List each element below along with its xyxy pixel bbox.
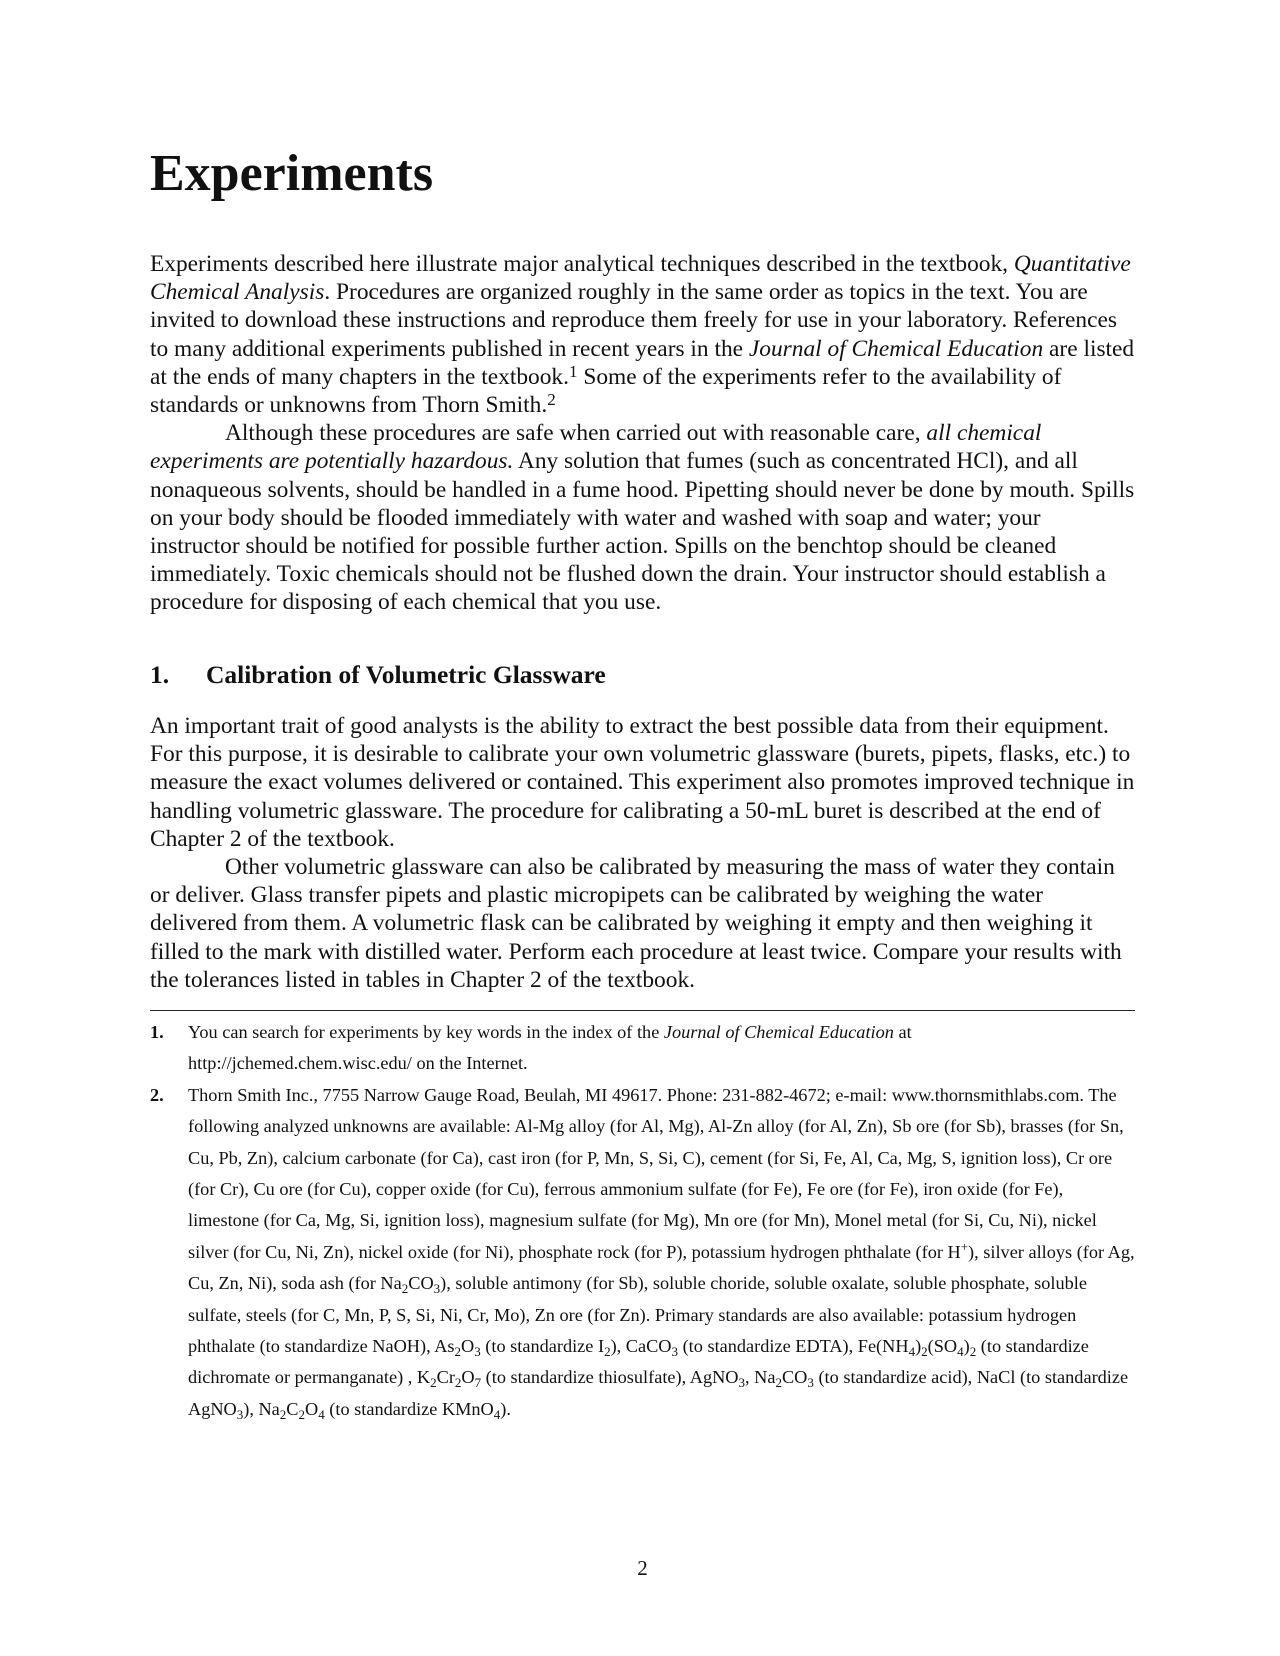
section-paragraph-2: Other volumetric glassware can also be calibrated by measuring the mass of water they contain or deliver. Glass transfer pipets and plastic micropipets can be calibrated by weighing the water delivered from them. A volumetric flask can be calibrated by weighing it empty and then weighing it filled to the mark with distilled water. Perform each procedure at least twice. Compare your results with the tolerances listed in tables in Chapter 2 of the textbook.: [150, 854, 1122, 993]
footnote-divider: [150, 1010, 1135, 1011]
footnote-ref-1: 1: [568, 361, 578, 381]
section-title: Calibration of Volumetric Glassware: [206, 660, 606, 689]
subscript: 3: [807, 1375, 814, 1391]
text-run: ), CaCO: [610, 1336, 672, 1357]
footnotes: [150, 1017, 1135, 1425]
text-run: C: [286, 1398, 299, 1419]
text-run: ).: [500, 1398, 511, 1419]
subscript: 4: [318, 1406, 325, 1422]
subscript: 2: [401, 1281, 409, 1297]
text-run: are listed at the ends of many chapters in the textbook.: [150, 335, 1135, 390]
subscript: 2: [279, 1406, 287, 1422]
footnote-1: [150, 1017, 1135, 1080]
text-run: (to standardize thiosulfate), AgNO: [481, 1367, 739, 1388]
subscript: 2: [969, 1344, 977, 1360]
subscript: 4: [908, 1344, 916, 1360]
text-run: O: [461, 1336, 475, 1357]
text-run: ), soluble antimony (for Sb), soluble choride, soluble oxalate, soluble phosphate, soluble sulfate, steels (for C, Mn, P, S, Si, Ni, Cr, Mo), Zn ore (for Zn). Primary standards are also available: potassium hydrogen phthalate (to standardize NaOH), As: [188, 1273, 1087, 1357]
subscript: 3: [474, 1344, 481, 1360]
text-run: ), Na: [243, 1398, 280, 1419]
text-run: CO: [408, 1273, 434, 1294]
subscript: 3: [236, 1406, 244, 1422]
section-paragraph-1: An important trait of good analysts is the ability to extract the best possible data from their equipment. For this purpose, it is desirable to calibrate your own volumetric glassware (burets, pipets, flasks, etc.) to measure the exact volumes delivered or contained. This experiment also promotes improved technique in handling volumetric glassware. The procedure for calibrating a 50-mL buret is described at the end of Chapter 2 of the textbook.: [150, 713, 1135, 852]
subscript: 2: [921, 1344, 928, 1360]
text-run: Cr: [436, 1367, 455, 1388]
text-run: ): [963, 1336, 970, 1357]
section-number: 1.: [150, 660, 170, 689]
footnote-ref-2: 2: [547, 390, 556, 410]
subscript: 3: [738, 1375, 746, 1391]
text-run: (to standardize dichromate or permanganate) , K: [188, 1336, 1089, 1388]
text-run: . Procedures are organized roughly in the same order as topics in the text. You are invited to download these instructions and reproduce them freely for use in your laboratory. References to many additional experiments published in recent years in the: [150, 279, 1117, 362]
superscript: +: [960, 1238, 969, 1254]
subscript: 3: [671, 1344, 679, 1360]
text-run: (to standardize I: [480, 1336, 605, 1357]
text-run: (to standardize EDTA), Fe(NH: [678, 1336, 909, 1357]
journal-title: Journal of Chemical Education: [748, 335, 1044, 362]
page-title: Experiments: [150, 145, 434, 202]
text-run: CO: [781, 1367, 808, 1388]
text-run: (to standardize KMnO: [324, 1398, 494, 1419]
text-run: You can search for experiments by key words in the index of the: [188, 1022, 664, 1042]
section-calibration: [150, 660, 1135, 994]
text-run: Some of the experiments refer to the availability of standards or unknowns from Thorn Smith.: [150, 363, 1062, 419]
text-run: ): [915, 1336, 922, 1357]
text-run: at http://jchemed.chem.wisc.edu/ on the Internet.: [188, 1022, 912, 1074]
safety-warning: all chemical experiments are potentially hazardous.: [150, 420, 1042, 475]
footnote-number: 1.: [150, 1022, 164, 1042]
subscript: 3: [433, 1281, 441, 1297]
text-run: Any solution that fumes (such as concentrated HCl), and all nonaqueous solvents, should be handled in a fume hood. Pipetting should never be done by mouth. Spills on your body should be flooded immediately with water and washed with soap and water; your instructor should be notified for possible further action. Spills on the benchtop should be cleaned immediately. Toxic chemicals should not be flushed down the drain. Your instructor should establish a procedure for disposing of each chemical that you use.: [150, 448, 1135, 616]
text-run: Although these procedures are safe when carried out with reasonable care,: [225, 420, 927, 447]
subscript: 4: [957, 1344, 964, 1360]
text-run: Experiments described here illustrate major analytical techniques described in the textbook,: [150, 251, 1014, 277]
subscript: 2: [775, 1375, 782, 1391]
subscript: 4: [493, 1406, 501, 1422]
text-run: Thorn Smith Inc., 7755 Narrow Gauge Road, Beulah, MI 49617. Phone: 231-882-4672; e-mail: www.thornsmithlabs.com. The following analyzed unknowns are available: Al-Mg alloy (for Al, Mg), Al-Zn alloy (for Al, Zn), Sb ore (for Sb), brasses (for Sn, Cu, Pb, Zn), calcium carbonate (for Ca), cast iron (for P, Mn, S, Si, C), cement (for Si, Fe, Al, Ca, Mg, S, ignition loss), Cr ore (for Cr), Cu ore (for Cu), copper oxide (for Cu), ferrous ammonium sulfate (for Fe), Fe ore (for Fe), iron oxide (for Fe), limestone (for Ca, Mg, Si, ignition loss), magnesium sulfate (for Mg), Mn ore (for Mn), Monel metal (for Si, Cu, Ni), nickel silver (for Cu, Ni, Zn), nickel oxide (for Ni), phosphate rock (for P), potassium hydrogen phthalate (for H: [188, 1084, 1124, 1262]
footnote-number: 2.: [150, 1084, 164, 1105]
intro-paragraph-1: [150, 250, 1135, 419]
subscript: 7: [474, 1375, 482, 1391]
subscript: 2: [604, 1344, 611, 1360]
text-run: O: [461, 1367, 475, 1388]
text-run: ), silver alloys (for Ag, Cu, Zn, Ni), soda ash (for Na: [188, 1241, 1135, 1294]
page-number: 2: [637, 1556, 648, 1580]
footnote-2: [150, 1080, 1135, 1425]
subscript: 2: [298, 1406, 305, 1422]
subscript: 2: [454, 1344, 462, 1360]
intro-paragraph-2: [150, 419, 1135, 616]
section-heading: [150, 660, 1135, 690]
text-run: (SO: [927, 1336, 958, 1357]
subscript: 2: [454, 1375, 462, 1391]
subscript: 2: [430, 1375, 437, 1391]
book-title: Quantitative Chemical Analysis: [150, 251, 1131, 306]
journal-title: Journal of Chemical Education: [663, 1022, 894, 1042]
text-run: , Na: [745, 1367, 776, 1388]
text-run: (to standardize acid), NaCl (to standardize AgNO: [188, 1367, 1129, 1419]
intro-section: [150, 250, 1135, 617]
text-run: O: [305, 1398, 319, 1419]
